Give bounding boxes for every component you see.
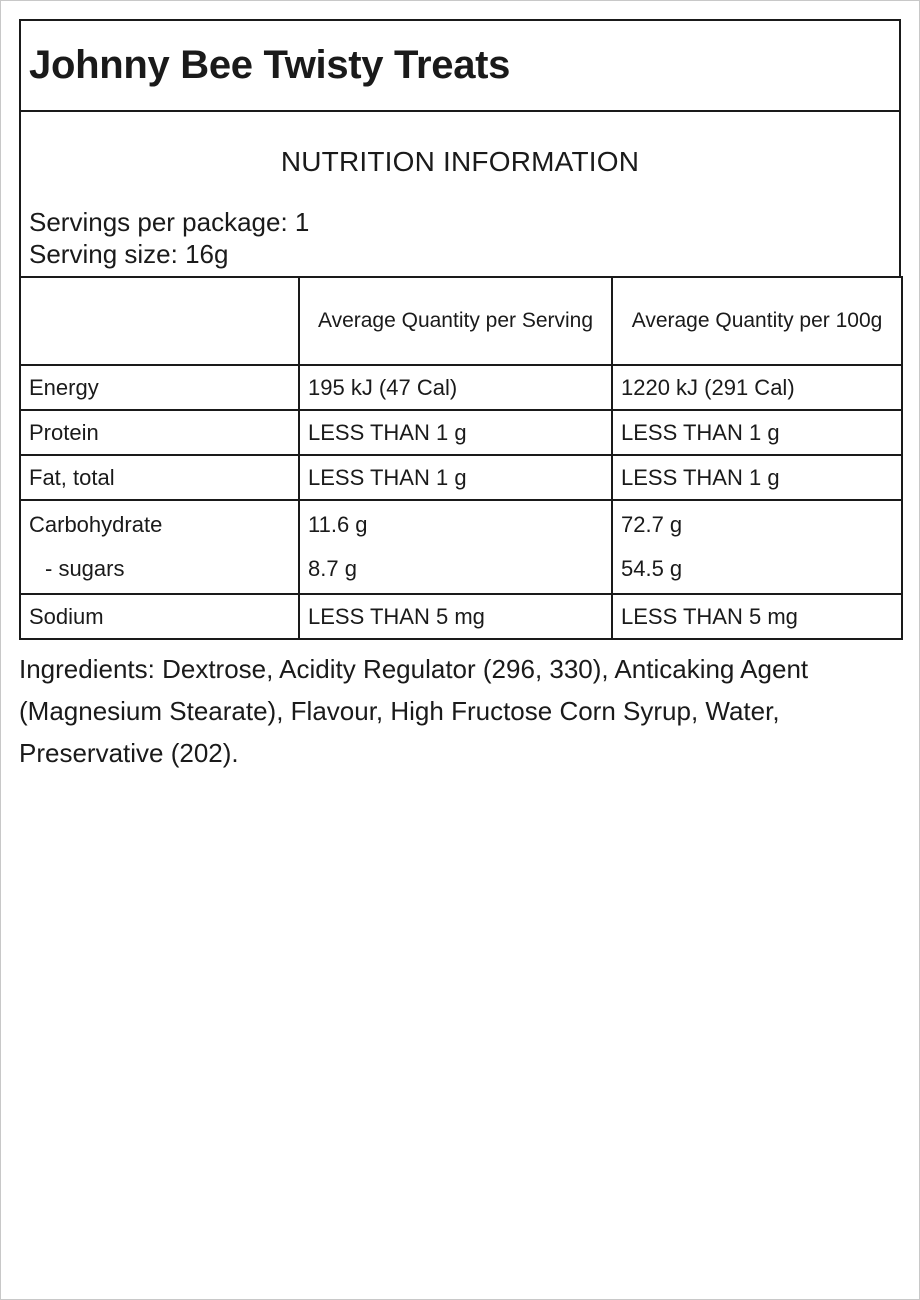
serving-size: Serving size: 16g [29,239,229,269]
nutrition-heading: NUTRITION INFORMATION [280,146,640,177]
per-100g-value: LESS THAN 5 mg [612,594,902,639]
sugars-per-serving-value: 8.7 g [308,556,357,581]
table-row-fat [20,455,902,500]
row-label: Energy [20,365,299,410]
row-label: Fat, total [20,455,299,500]
column-header-per-serving: Average Quantity per Serving [299,277,612,365]
per-100g-value: LESS THAN 1 g [612,455,902,500]
row-label: Protein [20,410,299,455]
per-100g-value: 1220 kJ (291 Cal) [612,365,902,410]
table-row-energy [20,365,902,410]
per-100g-cell [612,500,902,594]
table-header-row [20,277,902,365]
per-serving-value: 11.6 g [308,512,368,537]
column-header-per-100g: Average Quantity per 100g [612,277,902,365]
per-100g-value: LESS THAN 1 g [612,410,902,455]
column-header-label [20,277,299,365]
sub-row-label: - sugars [45,556,125,581]
per-100g-value: 72.7 g [621,512,683,537]
ingredients-text: Ingredients: Dextrose, Acidity Regulator (296, 330), Anticaking Agent (Magnesium Stearate), Flavour, High Fructose Corn Syrup, Water, Preservative (202). [19,654,809,768]
per-serving-value: LESS THAN 1 g [299,455,612,500]
per-serving-cell [299,500,612,594]
per-serving-value: LESS THAN 5 mg [299,594,612,639]
table-row-carbohydrate [20,500,902,594]
serving-info [19,112,901,276]
per-serving-value: LESS THAN 1 g [299,410,612,455]
nutrition-panel [19,19,901,774]
table-row-sodium [20,594,902,639]
sugars-per-100g-value: 54.5 g [621,556,683,581]
servings-per-package: Servings per package: 1 [29,207,310,237]
row-label: Carbohydrate [29,512,163,537]
row-label-cell [20,500,299,594]
table-row-protein [20,410,902,455]
row-label: Sodium [20,594,299,639]
product-title: Johnny Bee Twisty Treats [29,43,511,87]
title-box [19,19,901,112]
nutrition-table [19,276,903,640]
per-serving-value: 195 kJ (47 Cal) [299,365,612,410]
